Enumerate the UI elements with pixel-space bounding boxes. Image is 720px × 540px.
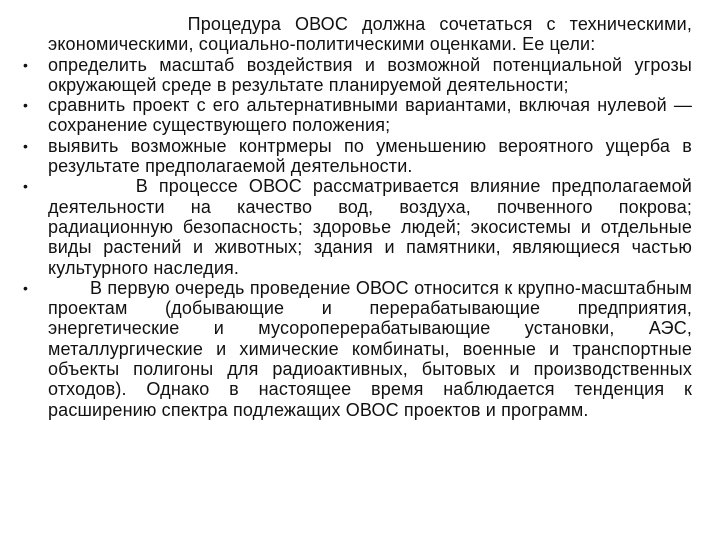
list-item-scope — [0, 176, 720, 277]
list-item-goal-3 — [0, 136, 720, 177]
list-item-text: В процессе ОВОС рассматривается влияние предполагаемой деятельности на качество вод, воздуха, почвенного покрова; радиационную безопасность; здоровье людей; экосистемы и отдельные виды растений и животных; здания и памятники, являющиеся частью культурного наследия. — [48, 176, 692, 278]
text-body — [0, 14, 720, 420]
intro-text: Процедура ОВОС должна сочетаться с техническими, экономическими, социально-политическими оценками. Ее цели: — [48, 14, 692, 55]
bullet-marker: • — [23, 97, 29, 114]
list-item-goal-1 — [0, 55, 720, 96]
bullet-marker: • — [23, 137, 29, 154]
list-item-projects — [0, 278, 720, 420]
intro-paragraph — [0, 14, 720, 55]
list-item-text: В первую очередь проведение ОВОС относится к крупно-масштабным проектам (добывающие и перерабатывающие предприятия, энергетические и мусороперерабатывающие установки, АЭС, металлургические и химические комбинаты, военные и транспортные объекты полигоны для радиоактивных, бытовых и производственных отходов). Однако в настоящее время наблюдается тенденция к расширению спектра подлежащих ОВОС проектов и программ. — [48, 277, 692, 420]
list-item-text: выявить возможные контрмеры по уменьшению вероятного ущерба в результате предполагаемой деятельности. — [48, 135, 692, 177]
bullet-marker: • — [23, 178, 29, 195]
list-item-goal-2 — [0, 95, 720, 136]
bullet-marker: • — [23, 279, 29, 296]
list-item-text: определить масштаб воздействия и возможной потенциальной угрозы окружающей среде в результате планируемой деятельности; — [48, 54, 692, 95]
list-item-text: сравнить проект с его альтернативными вариантами, включая нулевой — сохранение существующего положения; — [48, 95, 692, 136]
bullet-marker: • — [23, 56, 29, 73]
